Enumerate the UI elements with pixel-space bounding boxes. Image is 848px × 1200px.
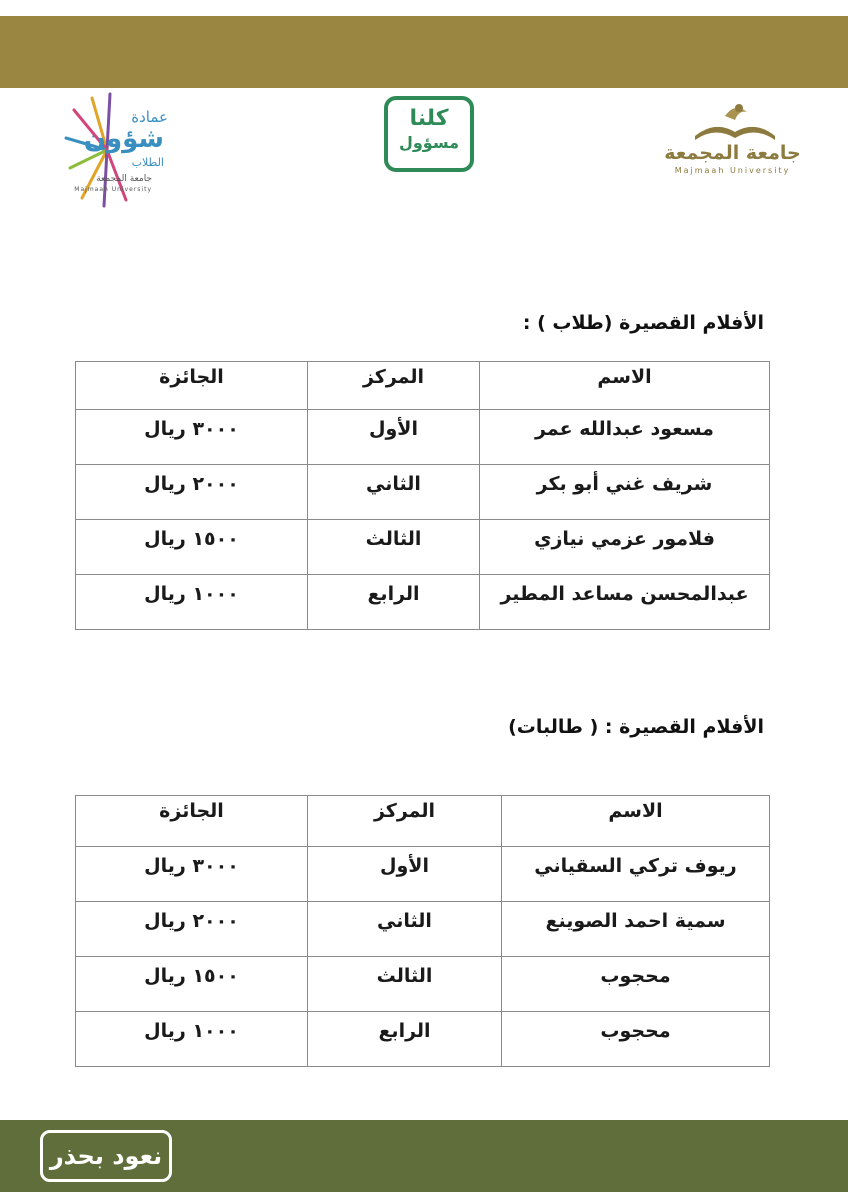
cell-prize: ١٠٠٠ ريال — [76, 575, 308, 630]
table-header-row — [76, 362, 770, 410]
cell-prize: ٣٠٠٠ ريال — [76, 847, 308, 902]
table-row — [76, 902, 770, 957]
header-rank: المركز — [308, 796, 502, 847]
university-name-arabic: جامعة المجمعة — [664, 142, 801, 164]
cell-prize: ١٥٠٠ ريال — [76, 957, 308, 1012]
cell-name: عبدالمحسن مساعد المطير — [480, 575, 770, 630]
table-row — [76, 1012, 770, 1067]
section-title-male: الأفلام القصيرة (طلاب ) : — [522, 312, 764, 334]
section-title-female: الأفلام القصيرة : ( طالبات) — [508, 716, 764, 738]
header-name: الاسم — [502, 796, 770, 847]
cell-rank: الرابع — [308, 575, 480, 630]
cell-rank: الرابع — [308, 1012, 502, 1067]
cell-rank: الأول — [308, 847, 502, 902]
cell-name: ريوف تركي السقياني — [502, 847, 770, 902]
open-book-icon — [655, 98, 815, 146]
cell-name: محجوب — [502, 1012, 770, 1067]
cell-name: سمية احمد الصوينع — [502, 902, 770, 957]
header-prize: الجائزة — [76, 796, 308, 847]
cell-rank: الأول — [308, 410, 480, 465]
table-row — [76, 465, 770, 520]
awards-table-male — [75, 361, 770, 630]
header-name: الاسم — [480, 362, 770, 410]
cell-rank: الثالث — [308, 520, 480, 575]
deanship-line2: شؤون — [83, 124, 164, 154]
deanship-line1: عمادة — [131, 108, 168, 126]
cell-name: مسعود عبدالله عمر — [480, 410, 770, 465]
deanship-student-affairs-logo — [52, 90, 182, 210]
university-name-latin: Majmaah University — [674, 166, 791, 175]
cell-prize: ٢٠٠٠ ريال — [76, 902, 308, 957]
table-row — [76, 847, 770, 902]
deanship-line5: Majmaah University — [74, 186, 152, 193]
cell-name: شريف غني أبو بكر — [480, 465, 770, 520]
kulluna-masool-logo — [384, 96, 474, 172]
kulluna-line1: كلنا — [409, 106, 449, 131]
header-band — [0, 16, 848, 88]
cell-name: فلامور عزمي نيازي — [480, 520, 770, 575]
cell-prize: ١٠٠٠ ريال — [76, 1012, 308, 1067]
majmaah-university-logo — [655, 98, 815, 178]
cell-prize: ١٥٠٠ ريال — [76, 520, 308, 575]
table-row — [76, 520, 770, 575]
deanship-line4: جامعة المجمعة — [96, 174, 152, 184]
cell-prize: ٢٠٠٠ ريال — [76, 465, 308, 520]
cell-prize: ٣٠٠٠ ريال — [76, 410, 308, 465]
kulluna-line2: مسؤول — [398, 133, 460, 152]
table-row — [76, 957, 770, 1012]
header-rank: المركز — [308, 362, 480, 410]
deanship-line3: الطلاب — [131, 156, 164, 169]
naud-bihathar-logo: نعود بحذر — [40, 1130, 172, 1182]
cell-rank: الثالث — [308, 957, 502, 1012]
cell-name: محجوب — [502, 957, 770, 1012]
cell-rank: الثاني — [308, 902, 502, 957]
table-header-row — [76, 796, 770, 847]
header-prize: الجائزة — [76, 362, 308, 410]
table-row — [76, 575, 770, 630]
cell-rank: الثاني — [308, 465, 480, 520]
awards-table-female — [75, 795, 770, 1067]
table-row — [76, 410, 770, 465]
